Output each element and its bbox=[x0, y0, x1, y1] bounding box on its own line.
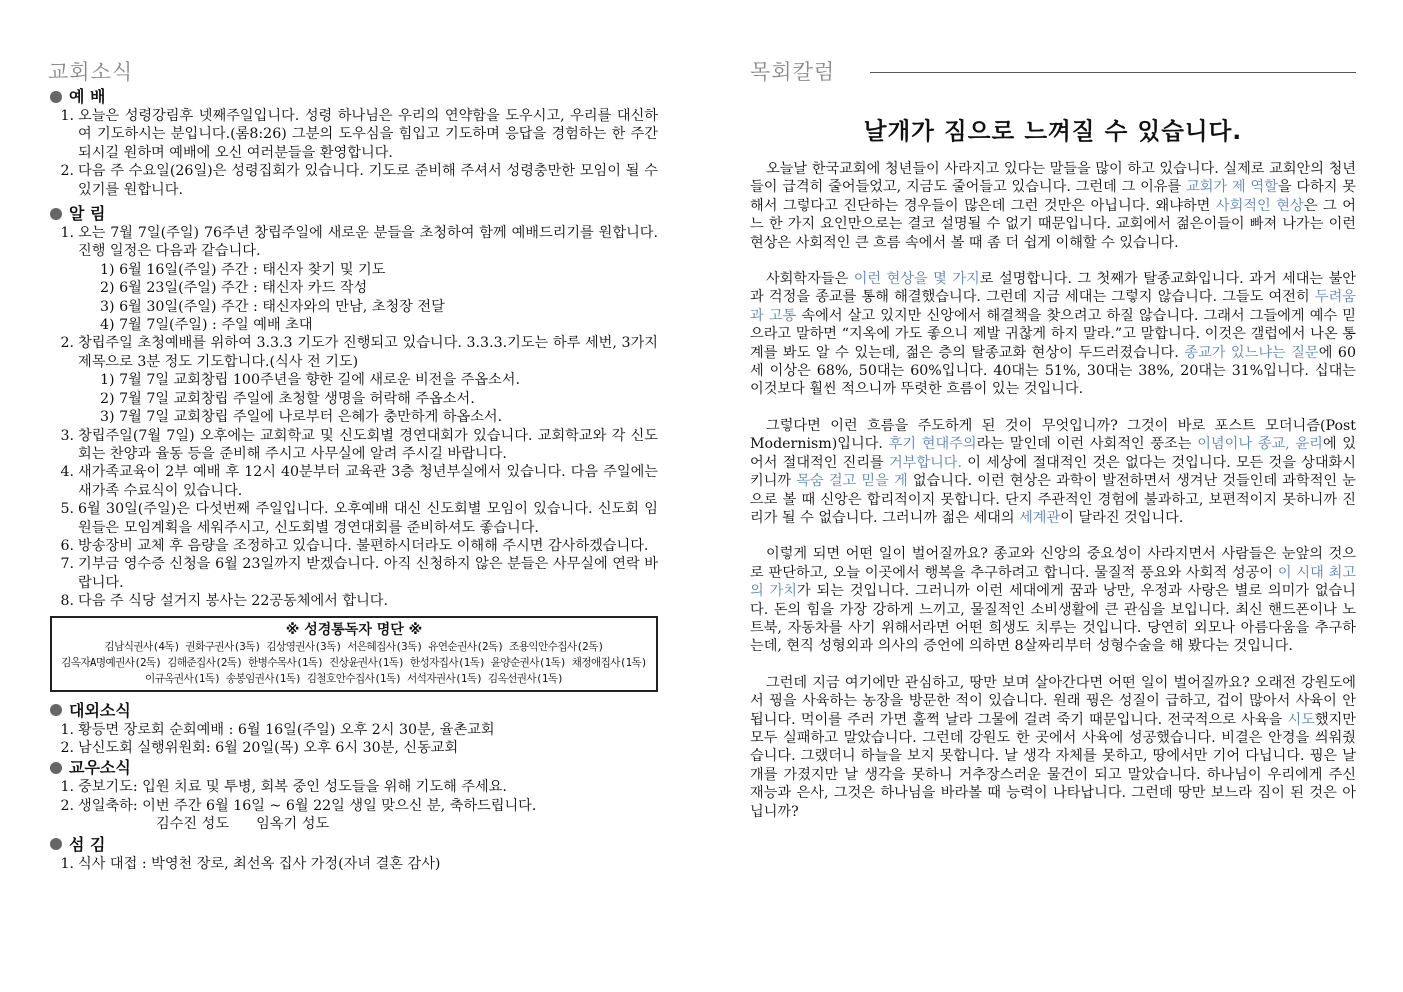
item-text: 오늘은 성령강림후 넷째주일입니다. 성령 하나님은 우리의 연약함을 도우시고, 우리를 대신하여 기도하시는 분입니다.(롬8:26) 그분의 도우심을 힘입고 기도하며 응답을 경험하는 한 주간 되시길 원하며 예배에 오신 여러분들을 환영합니다. bbox=[78, 108, 658, 161]
list-item: 2. 창립주일 초청예배를 위하여 3.3.3 기도가 진행되고 있습니다. 3.3.3.기도는 하루 세번, 3가지 제목으로 3분 정도 기도합니다.(식사 전 기도) bbox=[60, 335, 658, 370]
item-text: 기부금 영수증 신청을 6월 23일까지 받겠습니다. 아직 신청하지 않은 분들은 사무실에 연락 바랍니다. bbox=[78, 556, 658, 591]
item-text: 다음 주 식당 설거지 봉사는 22공동체에서 합니다. bbox=[78, 593, 389, 610]
paragraph-text: 라는 말인데 이런 사회적인 풍조는 bbox=[976, 436, 1198, 453]
list-item bbox=[48, 555, 658, 592]
sub-item: 1) 7월 7일 교회창립 100주년을 향한 길에 새로운 비전을 주옵소서. bbox=[100, 372, 521, 389]
highlighted-phrase: 거부합니다. bbox=[888, 454, 963, 471]
highlighted-phrase: 두려움과 고통 bbox=[750, 289, 1356, 324]
list-item bbox=[48, 463, 658, 500]
item-number: 1. bbox=[60, 721, 74, 738]
list-item bbox=[48, 855, 658, 873]
list-item bbox=[48, 537, 658, 555]
worship-heading: 예 배 bbox=[50, 86, 658, 107]
column-body bbox=[750, 160, 1356, 839]
church-news-body bbox=[48, 86, 658, 873]
service-heading: 섬 김 bbox=[50, 834, 658, 855]
list-item bbox=[48, 778, 658, 796]
item-text: 남신도회 실행위원회: 6월 20일(목) 오후 6시 30분, 신동교회 bbox=[78, 739, 459, 756]
paragraph-text: 그런데 지금 여기에만 관심하고, 땅만 보며 살아간다면 어떤 일이 벌어질까요? 오래전 강원도에서 꿩을 사육하는 농장을 방문한 적이 있습니다. 원래 꿩은 성질이 급하고, 겁이 많아서 사육이 안 됩니다. 먹이를 주러 가면 훌쩍 날라 그물에 걸려 죽기 때문입니다. 전국적으로 사육을 bbox=[750, 674, 1356, 728]
paragraph-text: 에 있어서 절대적인 진리를 bbox=[750, 436, 1356, 471]
list-item bbox=[48, 500, 658, 537]
bullet-icon bbox=[50, 762, 62, 774]
item-text: 창립주일(7월 7일) 오후에는 교회학교 및 신도회별 경연대회가 있습니다. 교회학교와 각 신도회는 찬양과 율동 등을 준비해 주시고 사무실에 알려 주시길 바랍니다. bbox=[78, 427, 658, 462]
item-number: 1. bbox=[60, 108, 74, 124]
birthday-names: 김수진 성도 임옥기 성도 bbox=[156, 816, 330, 833]
church-news-title: 교회소식 bbox=[48, 60, 134, 84]
column-paragraph bbox=[750, 674, 1356, 821]
highlighted-phrase: 교회가 제 역할 bbox=[1186, 179, 1278, 196]
notice-list bbox=[48, 427, 658, 611]
paragraph-text: 에 60세 이상은 68%, 50대는 60%입니다. 40대는 51%, 30대는 38%, 20대는 31%입니다. 십대는 이것보다 훨씬 적으니까 뚜렷한 흐름이 있는 것입니다. bbox=[750, 344, 1356, 398]
list-item bbox=[48, 592, 658, 610]
item-number: 5. bbox=[60, 501, 74, 518]
highlighted-phrase: 시도 bbox=[1287, 711, 1315, 728]
item-text: 6월 30일(주일)은 다섯번째 주일입니다. 오후예배 대신 신도회별 모임이 있습니다. 신도회 임원들은 모임계획을 세워주시고, 신도회별 경연대회를 준비하셔도 좋습니다. bbox=[78, 501, 658, 536]
item-text: 방송장비 교체 후 음량을 조정하고 있습니다. 불편하시더라도 이해해 주시면 감사하겠습니다. bbox=[78, 537, 649, 554]
item-number: 2. bbox=[60, 163, 74, 180]
list-item bbox=[48, 721, 658, 739]
list-item bbox=[48, 739, 658, 757]
sub-item: 3) 6월 30일(주일) 주간 : 태신자와의 만남, 초청장 전달 bbox=[100, 298, 445, 315]
highlighted-phrase: 이념이나 종교, 윤리 bbox=[1197, 436, 1323, 453]
bullet-icon bbox=[50, 208, 62, 220]
column-paragraph bbox=[750, 270, 1356, 399]
list-item bbox=[48, 107, 658, 162]
notice-sub-list bbox=[48, 371, 658, 426]
paragraph-text: 은 그 어느 한 가지 요인만으로는 결코 설명될 수 없기 때문입니다. 교회에서 젊은이들이 빠져 나가는 이런 현상은 사회적인 큰 흐름 속에서 볼 때 좀 더 쉽게 이해할 수 있습니다. bbox=[750, 197, 1356, 251]
bible-reader-line: 이규옥권사(1독) 송봉임권사(1독) 김철호안수집사(1독) 서석자권사(1독) 김옥선권사(1독) bbox=[144, 672, 564, 685]
item-text: 황등면 장로회 순회예배 : 6월 16일(주일) 오후 2시 30분, 율촌교회 bbox=[78, 721, 495, 738]
notice-heading: 알 림 bbox=[50, 203, 658, 224]
paragraph-text: 했지만 모두 실패하고 말았습니다. 그런데 강원도 한 곳에서 사육에 성공했습니다. 비결은 안경을 씌워줬습니다. 그랬더니 하늘을 보지 못합니다. 날 생각 자체를 못하고, 땅에서만 기어 다닙니다. 꿩은 날개를 가졌지만 날 생각을 못하니 거추장스러운 물건이 되고 말았습니다. 하나님이 우리에게 주신 재능과 은사, 그것은 하나님을 바라볼 때 능력이 나타납니다. 그런데 땅만 보느라 짐이 된 것은 아닙니까? bbox=[750, 711, 1356, 820]
highlighted-phrase: 목숨 걸고 믿을 게 bbox=[796, 473, 908, 490]
bullet-icon bbox=[50, 838, 62, 850]
list-item: 1. 오는 7월 7일(주일) 76주년 창립주일에 새로운 분들을 초청하여 함께 예배드리기를 원합니다. 진행 일정은 다음과 같습니다. bbox=[60, 225, 658, 260]
paragraph-text: 로 설명합니다. 그 첫째가 탈종교화입니다. 과거 세대는 불안과 걱정을 종교를 통해 해결했습니다. 그런데 지금 세대는 그렇지 않습니다. 그들도 여전히 bbox=[750, 271, 1357, 306]
sub-item: 2) 6월 23일(주일) 주간 : 태신자 카드 작성 bbox=[100, 280, 368, 297]
highlighted-phrase: 후기 현대주의 bbox=[888, 436, 977, 453]
bible-reading-list bbox=[54, 639, 654, 687]
title-rule bbox=[870, 72, 1356, 73]
item-number: 7. bbox=[60, 556, 74, 573]
item-number: 2. bbox=[60, 797, 74, 814]
sub-item: 1) 6월 16일(주일) 주간 : 태신자 찾기 및 기도 bbox=[100, 261, 386, 278]
column-paragraph bbox=[750, 545, 1356, 655]
list-item bbox=[48, 797, 658, 815]
worship-list bbox=[48, 107, 658, 199]
pastor-column-title: 목회칼럼 bbox=[750, 60, 836, 84]
paragraph-text: 이 세상에 절대적인 것은 없다는 것입니다. 모든 것을 상대화시키니까 bbox=[750, 454, 1356, 490]
bullet-icon bbox=[50, 704, 62, 716]
sub-item: 4) 7월 7일(주일) : 주일 예배 초대 bbox=[100, 317, 313, 334]
item-number: 2. bbox=[60, 739, 74, 756]
members-list bbox=[48, 778, 658, 815]
service-list bbox=[48, 855, 658, 873]
sub-item: 2) 7월 7일 교회창립 주일에 초청할 생명을 허락해 주옵소서. bbox=[100, 390, 475, 407]
bible-reading-box bbox=[50, 616, 658, 692]
bullet-icon bbox=[50, 91, 62, 103]
highlighted-phrase: 종교가 있느냐는 질문 bbox=[1184, 344, 1319, 361]
item-text: 중보기도: 입원 치료 및 투병, 회복 중인 성도들을 위해 기도해 주세요. bbox=[78, 779, 507, 796]
item-number: 8. bbox=[60, 593, 74, 610]
item-number: 3. bbox=[60, 427, 74, 444]
paragraph-text: 없습니다. 이런 현상은 과학이 발전하면서 생겨난 것들인데 과학적인 눈으로 볼 때 신앙은 합리적이지 못합니다. 단지 주관적인 경험에 불과하고, 보편적이지 못하니까 진리가 될 수 없습니다. 그러니까 젊은 세대의 bbox=[750, 473, 1356, 526]
column-headline: 날개가 짐으로 느껴질 수 있습니다. bbox=[863, 117, 1243, 145]
external-list bbox=[48, 721, 658, 758]
paragraph-text: 가 되는 것입니다. 그러니까 이런 세대에게 꿈과 낭만, 우정과 사랑은 별로 의미가 없습니다. 돈의 힘을 가장 강하게 느끼고, 물질적인 소비생활에 큰 관심을 보입니다. 최신 핸드폰이나 노트북, 자동차를 사기 위해서라면 어떤 희생도 치루는 것입니다. 당연히 외모나 아름다움을 추구하는데, 현직 성형외과 의사의 증언에 의하면 8살짜리부터 성형수술을 해 봤다는 것입니다. bbox=[750, 583, 1356, 655]
item-text: 생일축하: 이번 주간 6월 16일 ~ 6월 22일 생일 맞으신 분, 축하드립니다. bbox=[78, 797, 537, 814]
item-text: 새가족교육이 2부 예배 후 12시 40분부터 교육관 3층 청년부실에서 있습니다. 다음 주일에는 새가족 수료식이 있습니다. bbox=[78, 464, 658, 499]
members-heading: 교우소식 bbox=[50, 757, 658, 778]
sub-item: 3) 7월 7일 교회창립 주일에 나로부터 은혜가 충만하게 하옵소서. bbox=[100, 409, 503, 426]
highlighted-phrase: 이런 현상을 몇 가지 bbox=[853, 271, 980, 288]
column-paragraph bbox=[750, 417, 1356, 527]
paragraph-text: 을 다하지 못해서 그렇다고 진단하는 경우들이 많은데 그런 것만은 아닙니다. 왜냐하면 bbox=[750, 179, 1356, 214]
external-heading: 대외소식 bbox=[50, 700, 658, 721]
item-number: 6. bbox=[60, 537, 74, 554]
highlighted-phrase: 세계관 bbox=[1019, 509, 1061, 526]
list-item bbox=[48, 427, 658, 464]
paragraph-text: 이렇게 되면 어떤 일이 벌어질까요? 종교와 신앙의 중요성이 사라지면서 사람들은 눈앞의 것으로 판단하고, 오늘 이곳에서 행복을 추구하려고 합니다. 물질적 풍요와 사회적 성공이 bbox=[750, 546, 1356, 581]
item-number: 4. bbox=[60, 464, 74, 481]
bible-reader-line: 김남식권사(4독) 권화구권사(3독) 김상영권사(3독) 서은혜집사(3독) 유연순권사(2독) 조용익안수집사(2독) bbox=[104, 640, 604, 653]
paragraph-text: 사회학자들은 bbox=[766, 271, 854, 288]
bible-reader-line: 김옥자A명예권사(2독) 김해준집사(2독) 한병수목사(1독) 진상윤권사(1독) 한성자집사(1독) 윤양순권사(1독) 채정애집사(1독) bbox=[61, 656, 647, 669]
paragraph-text: 속에서 살고 있지만 신앙에서 해결책을 찾으려고 하질 않습니다. 그래서 그들에게 예수 믿으라고 말하면 “지옥에 가도 좋으니 제발 귀찮게 하지 말라.”고 말합니다. 이것은 갤럽에서 나온 통계를 봐도 알 수 있는데, 젊은 층의 탈종교화 현상이 두드러졌습니다. bbox=[750, 307, 1356, 361]
paragraph-text: 그렇다면 이런 흐름을 주도하게 된 것이 무엇입니까? 그것이 바로 포스트 모더니즘(Post Modernism)입니다. bbox=[750, 417, 1356, 453]
paragraph-text: 오늘날 한국교회에 청년들이 사라지고 있다는 말들을 많이 하고 있습니다. 실제로 교회안의 청년들이 급격히 줄어들었고, 지금도 줄어들고 있습니다. 그런데 그 이유를 bbox=[750, 161, 1356, 196]
item-text: 식사 대접 : 박영천 장로, 최선옥 집사 가정(자녀 결혼 감사) bbox=[78, 855, 441, 872]
column-paragraph bbox=[750, 160, 1356, 252]
paragraph-text: 이 달라진 것입니다. bbox=[1060, 509, 1184, 526]
highlighted-phrase: 사회적인 현상 bbox=[1215, 197, 1304, 214]
list-item bbox=[48, 162, 658, 199]
highlighted-phrase: 이 시대 최고의 가치 bbox=[750, 564, 1356, 600]
item-number: 1. bbox=[60, 779, 74, 796]
bible-reading-title: ※ 성경통독자 명단 ※ bbox=[285, 621, 423, 638]
item-number: 1. bbox=[60, 855, 74, 872]
item-text: 다음 주 수요일(26일)은 성령집회가 있습니다. 기도로 준비해 주셔서 성령충만한 모임이 될 수 있기를 원합니다. bbox=[78, 163, 658, 198]
notice-sub-list bbox=[48, 261, 658, 335]
